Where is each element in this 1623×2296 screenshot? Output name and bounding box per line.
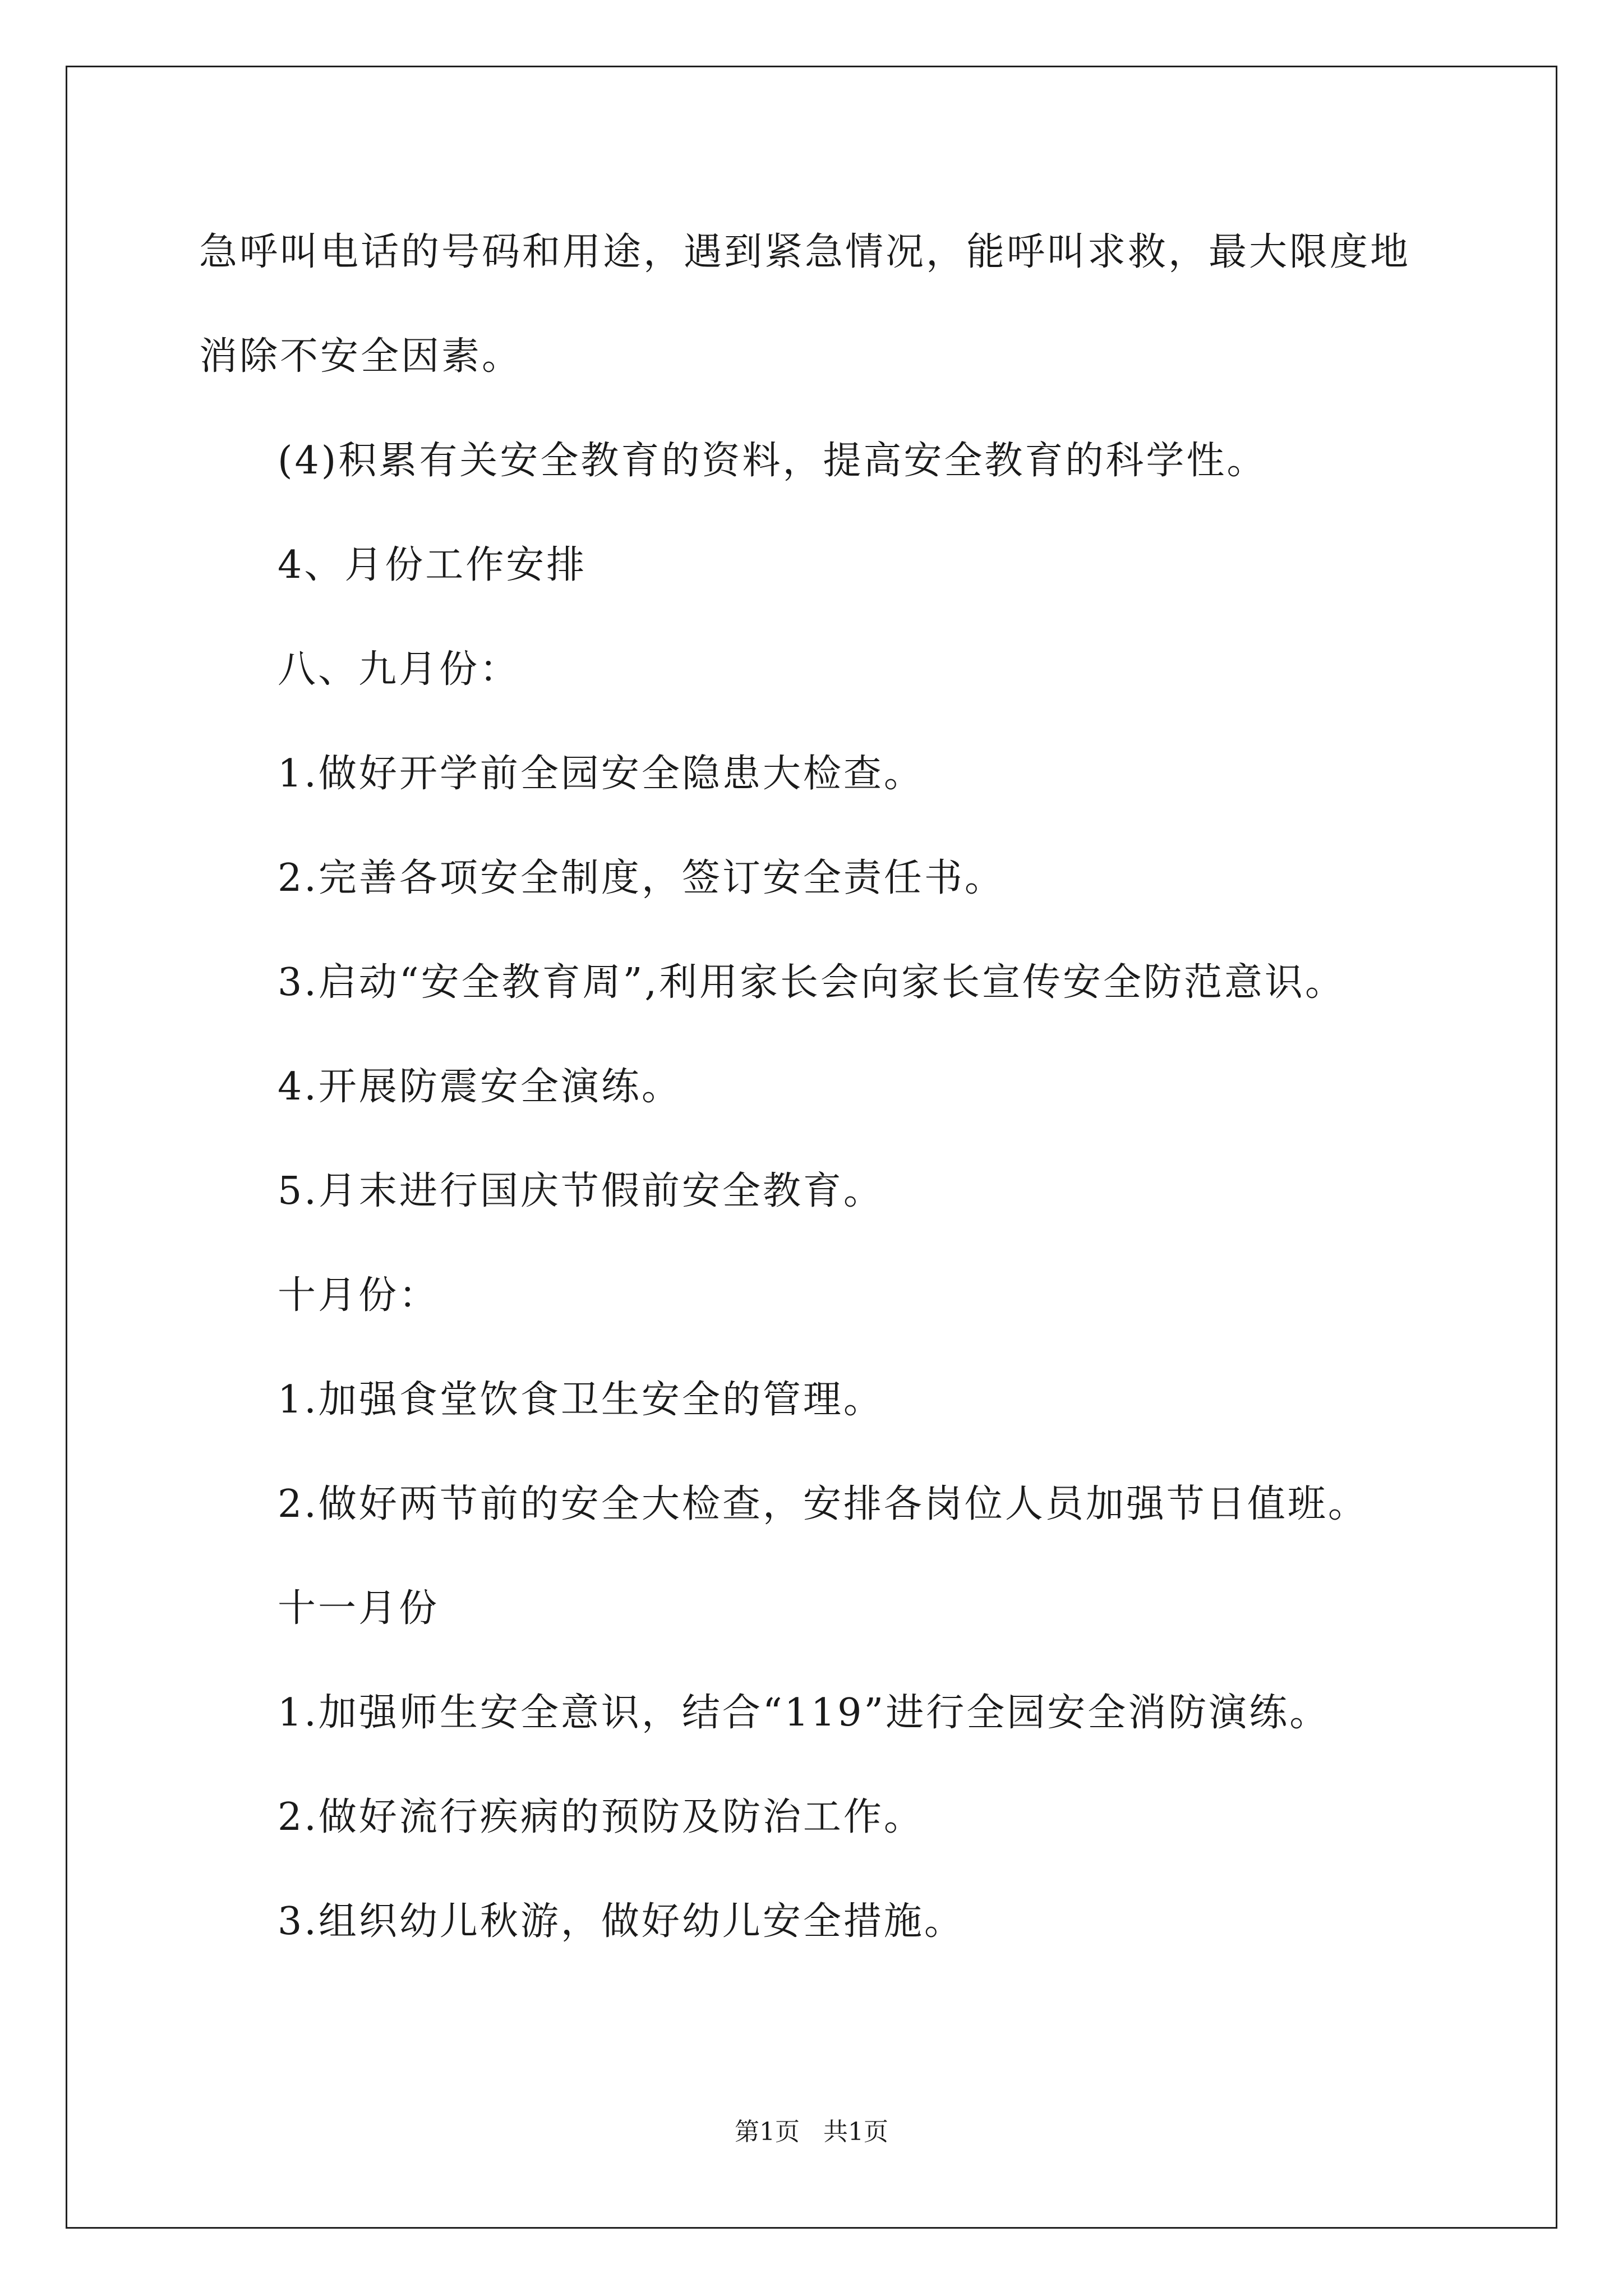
list-item: 3.组织幼儿秋游，做好幼儿安全措施。 — [278, 1899, 965, 1944]
page-number-footer: 第1页 共1页 — [735, 2118, 888, 2146]
list-item: 1.加强师生安全意识，结合“119”进行全园安全消防演练。 — [278, 1691, 1330, 1735]
section-heading: 4、月份工作安排 — [278, 543, 587, 587]
list-item: 1.加强食堂饮食卫生安全的管理。 — [278, 1378, 884, 1422]
paragraph-line: 消除不安全因素。 — [199, 334, 523, 379]
list-item: 1.做好开学前全园安全隐患大检查。 — [278, 752, 924, 796]
paragraph-line: (4)积累有关安全教育的资料，提高安全教育的科学性。 — [278, 439, 1267, 483]
list-item: 2.做好流行疾病的预防及防治工作。 — [278, 1795, 924, 1839]
month-heading: 十一月份 — [278, 1586, 440, 1631]
month-heading: 八、九月份： — [278, 647, 520, 692]
list-item: 3.启动“安全教育周”,利用家长会向家长宣传安全防范意识。 — [278, 960, 1346, 1005]
month-heading: 十月份： — [278, 1273, 440, 1318]
list-item: 2.完善各项安全制度，签订安全责任书。 — [278, 856, 1005, 900]
paragraph-line: 急呼叫电话的号码和用途，遇到紧急情况，能呼叫求救，最大限度地 — [199, 230, 1411, 274]
list-item: 5.月末进行国庆节假前安全教育。 — [278, 1169, 884, 1213]
list-item: 4.开展防震安全演练。 — [278, 1065, 682, 1109]
list-item: 2.做好两节前的安全大检查，安排各岗位人员加强节日值班。 — [278, 1482, 1368, 1526]
